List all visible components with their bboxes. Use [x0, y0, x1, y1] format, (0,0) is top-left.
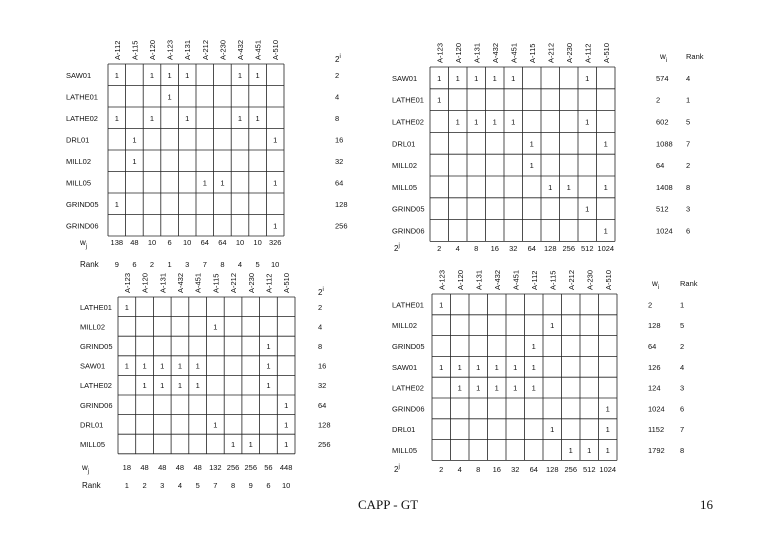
row-rank-value: 6: [680, 404, 685, 414]
bottom-row-value: 9: [248, 481, 253, 490]
cell-value: 1: [177, 381, 183, 391]
column-header: A-212: [546, 42, 556, 63]
cell-value: 1: [237, 113, 243, 123]
bottom-row-label-base: Rank: [80, 260, 99, 269]
bottom-row-label-base: w: [82, 463, 88, 472]
cell-value: 1: [439, 362, 444, 372]
row-power-value: 32: [335, 156, 344, 166]
row-power-value: 64: [335, 178, 344, 188]
column-header: A-510: [282, 272, 292, 293]
weight-header: [659, 52, 667, 64]
cell-value: 1: [142, 361, 147, 371]
matrix-4: [392, 270, 698, 474]
row-weight-value: 1024: [648, 404, 665, 414]
cell-value: 1: [585, 73, 590, 83]
column-header: A-120: [140, 272, 150, 293]
bottom-row-value: 10: [235, 238, 245, 247]
bottom-row-value: 132: [209, 463, 222, 472]
cell-value: 1: [132, 156, 137, 166]
bottom-row-value: 64: [200, 238, 209, 247]
row-rank-value: 8: [680, 446, 685, 455]
cell-value: 1: [167, 92, 172, 102]
row-weight-value: 602: [656, 117, 669, 127]
cell-value: 1: [195, 381, 200, 391]
weight-header-base: w: [652, 279, 658, 288]
cell-value: 1: [160, 361, 165, 371]
column-header: A-432: [490, 42, 500, 63]
bottom-row-label-index: j: [398, 464, 400, 470]
row-power-value: 256: [318, 440, 331, 449]
row-rank-value: 1: [680, 300, 685, 310]
bottom-row-label-base: Rank: [82, 481, 101, 490]
cell-value: 1: [531, 342, 536, 351]
cell-value: 1: [513, 383, 518, 393]
page-number: 16: [700, 497, 713, 512]
row-weight-value: 574: [656, 73, 669, 83]
cell-value: 1: [455, 117, 460, 127]
column-header: A-230: [246, 272, 256, 293]
bottom-row-value: 128: [543, 244, 557, 253]
bottom-row-value: 2: [437, 244, 442, 253]
cell-value: 1: [167, 70, 172, 80]
column-header: A-212: [200, 39, 210, 60]
cell-value: 1: [511, 73, 516, 83]
column-header: A-432: [236, 39, 245, 60]
cell-value: 1: [185, 70, 190, 80]
cell-value: 1: [437, 73, 442, 83]
row-rank-value: 3: [680, 383, 685, 393]
bottom-row-value: 1024: [599, 465, 617, 474]
bottom-row-value: 138: [110, 238, 124, 247]
row-label: MILL02: [392, 161, 418, 171]
row-rank-value: 8: [686, 182, 691, 192]
row-weight-value: 1024: [656, 226, 673, 236]
bottom-row-value: 5: [255, 260, 260, 269]
row-rank-value: 5: [686, 117, 691, 127]
bottom-row-value: 64: [527, 244, 536, 253]
column-header: A-212: [229, 272, 239, 293]
row-weight-value: 1792: [648, 446, 665, 455]
cell-value: 1: [132, 135, 137, 145]
column-header: A-115: [527, 43, 537, 63]
row-power-value: 2: [335, 70, 340, 80]
cell-value: 1: [266, 361, 271, 371]
bottom-row-value: 6: [266, 481, 271, 490]
row-label: MILL02: [80, 322, 106, 332]
bottom-row-label: [79, 238, 87, 250]
power-header: [318, 287, 324, 297]
row-rank-value: 3: [686, 204, 691, 214]
cell-value: 1: [568, 446, 573, 455]
column-header: A-120: [148, 39, 157, 60]
cell-value: 1: [603, 182, 608, 192]
column-header: A-115: [130, 40, 140, 60]
bottom-row-value: 48: [175, 463, 185, 472]
bottom-row-label: [81, 463, 89, 475]
cell-value: 1: [603, 139, 608, 149]
bottom-row-value: 48: [140, 463, 149, 472]
cell-value: 1: [550, 425, 555, 435]
bottom-row-value: 1024: [597, 244, 615, 253]
row-label: GRIND05: [392, 204, 425, 214]
cell-value: 1: [213, 420, 218, 430]
bottom-row-value: 1: [167, 260, 172, 269]
column-header: A-131: [158, 272, 168, 293]
cell-value: 1: [529, 139, 534, 149]
row-power-value: 256: [335, 221, 348, 231]
bottom-row-value: 3: [185, 260, 190, 269]
row-label: GRIND06: [66, 221, 99, 231]
column-header: A-123: [122, 272, 132, 293]
power-header: [335, 54, 341, 64]
bottom-row-label-base: 2: [394, 465, 399, 474]
cell-value: 1: [437, 95, 442, 105]
cell-value: 1: [529, 161, 534, 171]
cell-value: 1: [114, 113, 119, 123]
cell-value: 1: [474, 117, 479, 127]
bottom-row-value: 8: [476, 465, 481, 474]
bottom-row-value: 8: [220, 260, 225, 269]
row-power-value: 4: [335, 92, 340, 102]
bottom-row-value: 2: [142, 481, 147, 490]
bottom-row-label-index: j: [85, 244, 88, 250]
cell-value: 1: [455, 73, 460, 83]
cell-value: 1: [124, 302, 129, 312]
row-label: MILL05: [66, 178, 92, 188]
row-weight-value: 1152: [648, 425, 665, 435]
row-rank-value: 6: [686, 226, 691, 236]
bottom-row-value: 6: [132, 260, 137, 269]
column-header: A-112: [529, 270, 539, 290]
cell-value: 1: [476, 362, 481, 372]
row-label: GRIND05: [80, 342, 113, 351]
column-header: A-230: [564, 42, 574, 63]
column-header: A-230: [585, 269, 595, 290]
bottom-row-value: 16: [490, 244, 499, 253]
power-header-index: i: [339, 54, 341, 60]
row-label: MILL02: [392, 321, 418, 331]
row-label: MILL05: [80, 440, 106, 449]
column-header: A-123: [437, 269, 447, 290]
cell-value: 1: [585, 204, 590, 214]
row-label: SAW01: [392, 362, 418, 372]
bottom-row-value: 326: [268, 238, 282, 247]
row-label: MILL05: [392, 446, 418, 455]
matrix-2: [392, 43, 704, 253]
matrix-3: [80, 273, 331, 490]
cell-value: 1: [605, 425, 610, 435]
bottom-row-value: 8: [474, 244, 479, 253]
row-label: LATHE02: [392, 117, 424, 127]
bottom-row-label-base: 2: [394, 244, 399, 253]
row-weight-value: 124: [648, 383, 661, 393]
cell-value: 1: [149, 113, 155, 123]
column-header: A-432: [492, 269, 502, 290]
row-label: LATHE01: [392, 95, 424, 105]
bottom-row-value: 512: [582, 465, 596, 474]
row-rank-value: 7: [680, 425, 685, 435]
row-rank-value: 7: [686, 139, 691, 149]
column-header: A-451: [509, 42, 519, 63]
cell-value: 1: [284, 440, 289, 449]
bottom-row-value: 48: [158, 463, 167, 472]
row-label: DRL01: [66, 135, 90, 145]
cell-value: 1: [566, 182, 571, 192]
column-header: A-451: [511, 269, 521, 290]
cell-value: 1: [149, 70, 155, 80]
bottom-row-value: 10: [281, 481, 291, 490]
footer-title: CAPP - GT: [358, 497, 419, 512]
bottom-row-label: [80, 260, 100, 269]
row-weight-value: 64: [656, 161, 665, 171]
row-label: GRIND06: [392, 226, 425, 236]
bottom-row-value: 56: [264, 463, 273, 472]
bottom-row-value: 256: [244, 463, 258, 472]
power-header-index: i: [322, 287, 324, 293]
row-weight-value: 2: [648, 300, 653, 310]
cell-value: 1: [266, 342, 271, 351]
row-rank-value: 2: [686, 161, 691, 171]
cell-value: 1: [114, 199, 119, 209]
bottom-row-value: 6: [167, 238, 172, 247]
bottom-row-label-index: j: [87, 469, 90, 475]
row-weight-value: 64: [648, 342, 657, 351]
row-power-value: 32: [318, 381, 327, 391]
row-label: SAW01: [66, 70, 92, 80]
cell-value: 1: [531, 362, 536, 372]
bottom-row-value: 32: [511, 465, 520, 474]
row-label: SAW01: [80, 361, 106, 371]
cell-value: 1: [494, 362, 499, 372]
bottom-row-value: 4: [455, 244, 460, 253]
cell-value: 1: [603, 226, 608, 236]
cell-value: 1: [474, 73, 479, 83]
column-header: A-112: [583, 43, 593, 63]
cell-value: 1: [492, 117, 497, 127]
row-rank-value: 4: [686, 73, 691, 83]
bottom-row-value: 10: [271, 260, 280, 269]
row-label: LATHE01: [392, 300, 424, 310]
row-power-value: 16: [335, 135, 344, 145]
row-label: SAW01: [392, 73, 418, 83]
bottom-row-value: 2: [439, 465, 444, 474]
row-label: LATHE01: [66, 92, 98, 102]
cell-value: 1: [124, 361, 129, 371]
row-label: MILL05: [392, 182, 418, 192]
cell-value: 1: [284, 400, 289, 410]
row-label: LATHE01: [80, 302, 112, 312]
bottom-row-value: 256: [226, 463, 240, 472]
cell-value: 1: [160, 381, 165, 391]
row-label: LATHE02: [80, 381, 112, 391]
bottom-row-value: 2: [149, 260, 155, 269]
row-weight-value: 1408: [656, 182, 673, 192]
cell-value: 1: [513, 362, 518, 372]
cell-value: 1: [248, 440, 253, 449]
column-header: A-451: [193, 272, 203, 293]
bottom-row-label-base: w: [80, 238, 86, 247]
row-rank-value: 1: [686, 95, 691, 105]
cell-value: 1: [255, 113, 260, 123]
bottom-row-value: 128: [545, 465, 559, 474]
column-header: A-510: [601, 42, 611, 63]
bottom-row-value: 5: [195, 481, 200, 490]
column-header: A-451: [253, 39, 263, 60]
cell-value: 1: [273, 178, 278, 188]
column-header: A-510: [603, 269, 613, 290]
cell-value: 1: [230, 440, 236, 449]
cell-value: 1: [457, 383, 462, 393]
bottom-row-value: 3: [160, 481, 165, 490]
column-header: A-123: [435, 42, 445, 63]
column-header: A-131: [183, 39, 193, 60]
row-label: LATHE02: [66, 113, 98, 123]
column-header: A-115: [211, 273, 221, 293]
bottom-row-value: 9: [114, 260, 119, 269]
bottom-row-value: 64: [529, 465, 538, 474]
column-header: A-230: [218, 39, 228, 60]
power-header-base: 2: [318, 288, 323, 297]
column-header: A-120: [455, 269, 465, 290]
cell-value: 1: [548, 182, 553, 192]
bottom-row-value: 7: [202, 260, 207, 269]
bottom-row-value: 4: [177, 481, 183, 490]
bottom-row-value: 256: [562, 244, 576, 253]
row-power-value: 128: [335, 199, 348, 209]
row-rank-value: 2: [680, 342, 685, 351]
bottom-row-label: [82, 481, 102, 490]
bottom-row-value: 256: [564, 465, 578, 474]
bottom-row-value: 10: [183, 238, 192, 247]
row-weight-value: 126: [648, 362, 661, 372]
bottom-row-value: 448: [279, 463, 293, 472]
bottom-row-value: 18: [122, 463, 132, 472]
cell-value: 1: [266, 381, 271, 391]
row-label: DRL01: [80, 420, 104, 430]
cell-value: 1: [492, 73, 497, 83]
row-power-value: 128: [318, 420, 331, 430]
bottom-row-label-index: j: [398, 243, 400, 249]
bottom-row-value: 10: [147, 238, 157, 247]
cell-value: 1: [585, 117, 590, 127]
rank-header: Rank: [686, 52, 704, 61]
cell-value: 1: [220, 178, 225, 188]
bottom-row-value: 64: [218, 238, 227, 247]
row-rank-value: 4: [680, 362, 685, 372]
cell-value: 1: [177, 361, 183, 371]
bottom-row-value: 7: [213, 481, 218, 490]
bottom-row-value: 10: [253, 238, 262, 247]
cell-value: 1: [511, 117, 516, 127]
bottom-row-value: 16: [492, 465, 501, 474]
cell-value: 1: [273, 221, 278, 231]
bottom-row-value: 4: [237, 260, 243, 269]
row-label: GRIND05: [66, 199, 99, 209]
row-label: GRIND05: [392, 342, 425, 351]
row-label: LATHE02: [392, 383, 424, 393]
column-header: A-112: [112, 40, 122, 60]
cell-value: 1: [195, 361, 200, 371]
rank-header: Rank: [680, 279, 698, 288]
column-header: A-432: [175, 272, 185, 293]
bottom-row-value: 512: [580, 244, 594, 253]
column-header: A-131: [474, 269, 484, 290]
row-rank-value: 5: [680, 321, 685, 331]
cell-value: 1: [476, 383, 481, 393]
matrix-1: [66, 40, 348, 269]
cell-value: 1: [185, 113, 190, 123]
bottom-row-label: [394, 464, 400, 474]
row-power-value: 4: [318, 322, 323, 332]
cell-value: 1: [587, 446, 592, 455]
bottom-row-value: 8: [230, 481, 236, 490]
row-label: GRIND06: [392, 404, 425, 414]
cell-value: 1: [605, 446, 610, 455]
cell-value: 1: [284, 420, 289, 430]
cell-value: 1: [213, 322, 218, 332]
row-weight-value: 512: [656, 204, 669, 214]
cell-value: 1: [237, 70, 243, 80]
row-power-value: 64: [318, 400, 327, 410]
cell-value: 1: [273, 135, 278, 145]
weight-header-base: w: [660, 52, 666, 61]
row-weight-value: 1088: [656, 139, 673, 149]
cell-value: 1: [605, 404, 610, 414]
column-header: A-212: [566, 269, 576, 290]
weight-header-index: i: [657, 285, 660, 291]
bottom-row-value: 48: [193, 463, 202, 472]
cell-value: 1: [531, 383, 536, 393]
column-header: A-123: [165, 39, 175, 60]
row-label: DRL01: [392, 425, 416, 435]
column-header: A-131: [472, 42, 482, 63]
column-header: A-112: [264, 273, 274, 293]
row-label: GRIND06: [80, 400, 113, 410]
bottom-row-value: 32: [509, 244, 518, 253]
row-label: DRL01: [392, 139, 416, 149]
row-power-value: 2: [318, 302, 323, 312]
cell-value: 1: [114, 70, 119, 80]
weight-header-index: i: [665, 58, 668, 64]
column-header: A-510: [271, 39, 281, 60]
bottom-row-label: [394, 243, 400, 253]
cell-value: 1: [494, 383, 499, 393]
row-power-value: 16: [318, 361, 327, 371]
row-weight-value: 2: [656, 95, 661, 105]
cell-value: 1: [439, 300, 444, 310]
column-header: A-115: [548, 270, 558, 290]
row-weight-value: 128: [648, 321, 661, 331]
cell-value: 1: [142, 381, 147, 391]
column-header: A-120: [453, 42, 463, 63]
row-power-value: 8: [335, 113, 340, 123]
power-header-base: 2: [335, 55, 340, 64]
cell-value: 1: [550, 321, 555, 331]
row-label: MILL02: [66, 156, 92, 166]
weight-header: [651, 279, 659, 291]
cell-value: 1: [457, 362, 462, 372]
bottom-row-value: 4: [457, 465, 462, 474]
cell-value: 1: [202, 178, 207, 188]
row-power-value: 8: [318, 342, 323, 351]
bottom-row-value: 48: [130, 238, 139, 247]
bottom-row-value: 1: [124, 481, 129, 490]
cell-value: 1: [255, 70, 260, 80]
